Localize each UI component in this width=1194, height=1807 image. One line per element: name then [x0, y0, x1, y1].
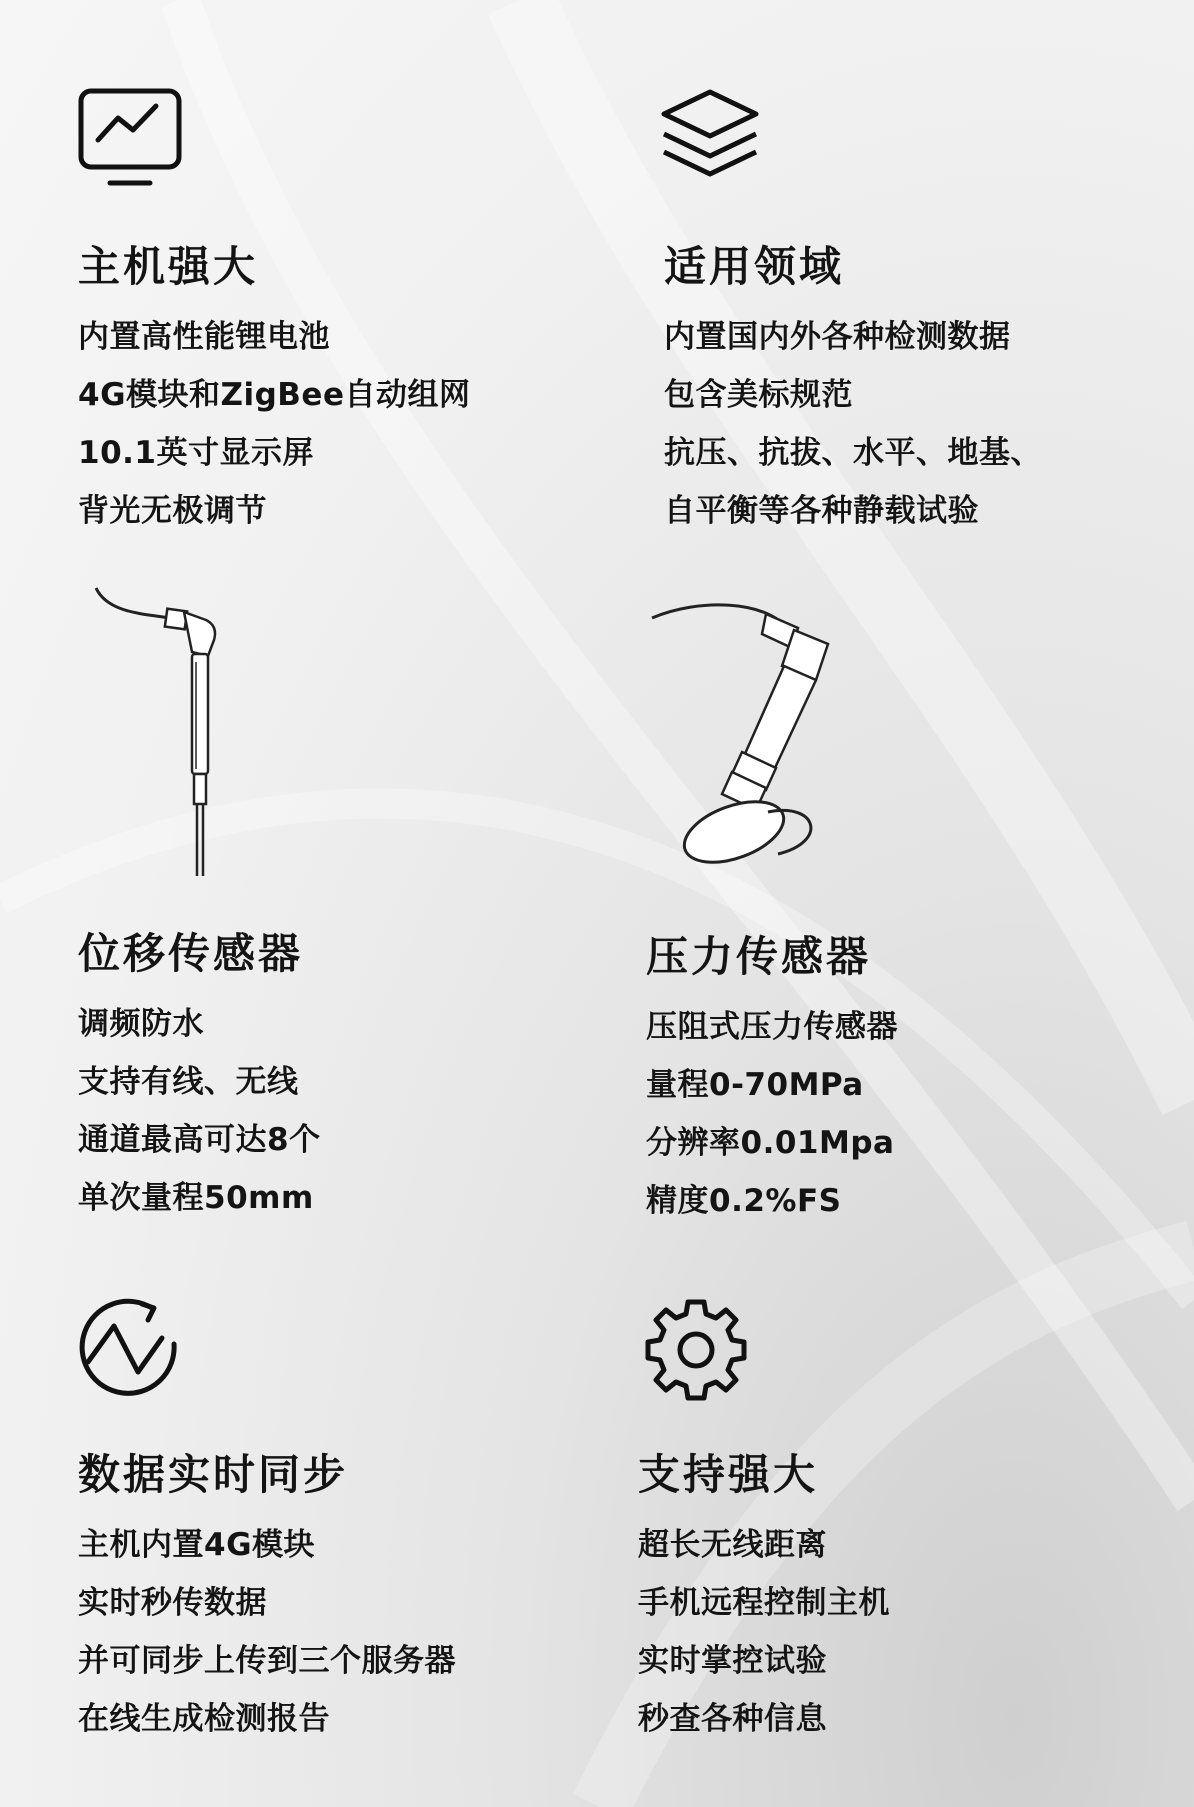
feature-line: 自平衡等各种静载试验 — [664, 493, 979, 529]
sync-wave-icon — [78, 1298, 182, 1402]
feature-line: 在线生成检测报告 — [78, 1701, 330, 1737]
feature-line: 通道最高可达8个 — [78, 1122, 321, 1158]
pressure-sensor-image — [648, 592, 838, 872]
feature-host — [78, 236, 558, 540]
feature-line: 背光无极调节 — [78, 493, 267, 529]
feature-line: 支持有线、无线 — [78, 1064, 299, 1100]
feature-scope — [664, 236, 1174, 540]
feature-line: 秒查各种信息 — [638, 1701, 827, 1737]
feature-title: 适用领域 — [664, 242, 845, 291]
feature-line: 内置国内外各种检测数据 — [664, 319, 1011, 355]
feature-title: 位移传感器 — [78, 929, 304, 978]
feature-title: 支持强大 — [638, 1450, 819, 1499]
feature-line: 实时秒传数据 — [78, 1585, 267, 1621]
feature-line: 单次量程50mm — [78, 1180, 314, 1216]
feature-line: 压阻式压力传感器 — [646, 1009, 898, 1045]
feature-line: 并可同步上传到三个服务器 — [78, 1643, 456, 1679]
feature-title: 主机强大 — [78, 242, 259, 291]
feature-line: 4G模块和ZigBee自动组网 — [78, 377, 471, 413]
feature-line: 主机内置4G模块 — [78, 1527, 316, 1563]
monitor-chart-icon — [78, 88, 182, 188]
displacement-sensor-image — [88, 584, 238, 884]
gear-icon — [642, 1296, 750, 1404]
feature-line: 分辨率0.01Mpa — [646, 1125, 895, 1161]
feature-line: 量程0-70MPa — [646, 1067, 864, 1103]
feature-line: 调频防水 — [78, 1006, 204, 1042]
feature-support — [638, 1444, 1158, 1748]
feature-line: 10.1英寸显示屏 — [78, 435, 314, 471]
feature-title: 数据实时同步 — [78, 1450, 349, 1499]
feature-pressure — [646, 926, 1166, 1230]
feature-sync — [78, 1444, 598, 1748]
feature-line: 实时掌控试验 — [638, 1643, 827, 1679]
feature-line: 包含美标规范 — [664, 377, 853, 413]
feature-line: 精度0.2%FS — [646, 1183, 842, 1219]
feature-displacement — [78, 923, 558, 1227]
feature-title: 压力传感器 — [646, 932, 872, 981]
feature-line: 内置高性能锂电池 — [78, 319, 330, 355]
layers-icon — [658, 88, 762, 188]
feature-line: 超长无线距离 — [638, 1527, 827, 1563]
feature-line: 抗压、抗拔、水平、地基、 — [664, 435, 1042, 471]
feature-line: 手机远程控制主机 — [638, 1585, 890, 1621]
